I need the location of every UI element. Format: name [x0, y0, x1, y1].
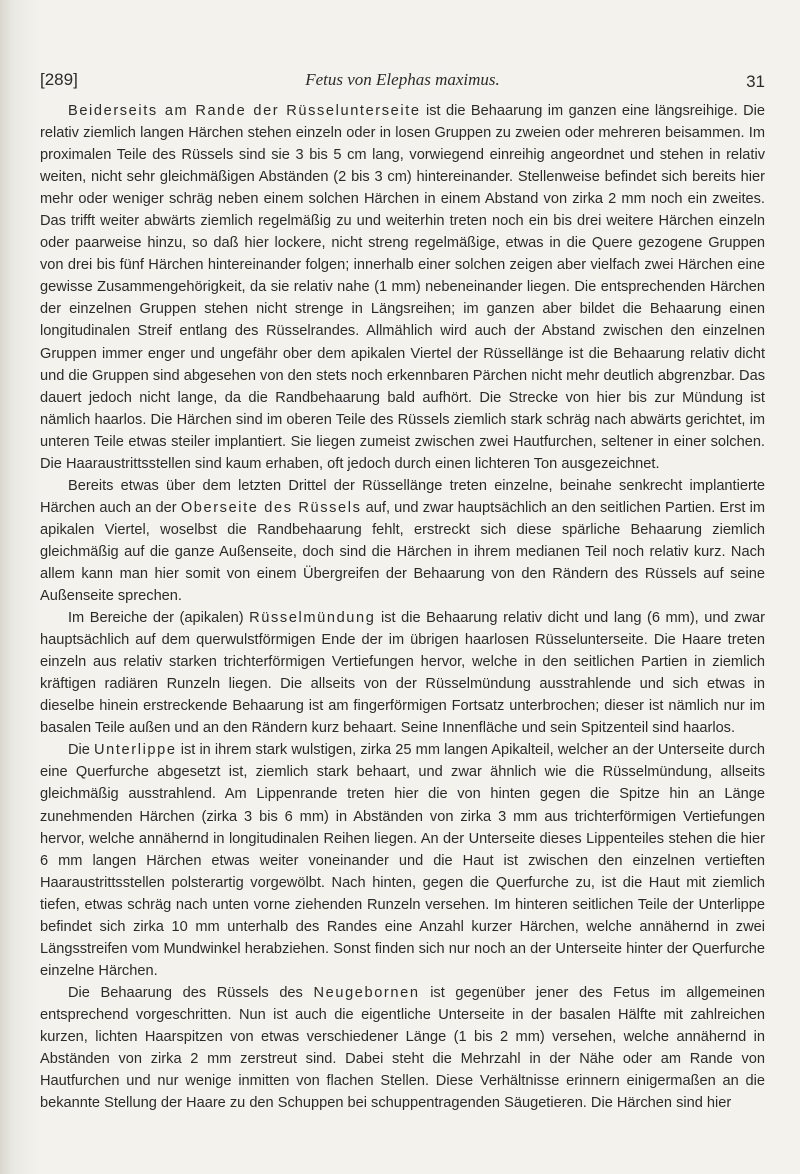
paragraph-oberseite: [40, 475, 765, 607]
paragraph-spaced-term: Oberseite des Rüssels: [180, 499, 362, 516]
paragraph-unterlippe: [40, 739, 765, 982]
paragraph-text-before: Die Behaarung des Rüssels des: [68, 984, 314, 1001]
original-page-reference: [289]: [40, 70, 78, 89]
paragraph-text-after: ist gegenüber jener des Fetus im allgemeinen entsprechend vorgeschritten. Nun ist auch die eigentliche Unterseite in der basalen Hälfte mit zahlreichen kurzen, lichten Haarspitzen von etwas verschiedener Länge (1 bis 2 mm) versehen, welche annähernd in Abständen von zirka 2 mm zerstreut sind. Dabei steht die Mehrzahl in der Nähe oder am Rande von Hautfurchen und nur wenige inmitten von flachen Stellen. Diese Verhältnisse erinnern einigermaßen an die bekannte Stellung der Haare zu den Schuppen bei schuppentragenden Säugetieren. Die Härchen sind hier: [40, 984, 766, 1112]
paragraph-spaced-term: Rüsselmündung: [249, 610, 376, 627]
paragraph-text-before: Bereits etwas über dem letzten Drittel der Rüssellänge treten einzelne, beinahe senkrecht implantierte Härchen auch an der: [40, 477, 765, 516]
paragraph-neugeborne: [40, 982, 765, 1114]
running-title: Fetus von Elephas maximus.: [305, 70, 500, 89]
paragraph-text: ist die Behaarung im ganzen eine längsreihige. Die relativ ziemlich langen Härchen stehen einzeln oder in losen Gruppen zu zweien oder mehreren beisammen. Im proximalen Teile des Rüssels sind sie 3 bis 5 cm lang, vorwiegend einreihig angeordnet und stehen in relativ weiten, nicht sehr gleichmäßigen Abständen (2 bis 3 cm) hintereinander. Stellenweise befindet sich bereits hier mehr oder weniger schräg neben einem solchen Härchen in einem Abstand von zirka 2 mm noch ein zweites. Das trifft weiter abwärts ziemlich regelmäßig zu und weiterhin treten noch ein bis drei weitere Härchen einzeln oder paarweise hinzu, so daß hier lockere, nicht streng regelmäßige, etwas in die Quere gezogene Gruppen von drei bis fünf Härchen hintereinander folgen; innerhalb einer solchen zeigen aber vielfach zwei Härchen eine gewisse Zusammengehörigkeit, da sie relativ nahe (1 mm) nebeneinander liegen. Die entsprechenden Härchen der einzelnen Gruppen stehen nicht strenge in Längsreihen; im ganzen aber bildet die Behaarung einen longitudinalen Streif entlang des Rüsselrandes. Allmählich wird auch der Abstand zwischen den einzelnen Gruppen immer enger und ungefähr ober dem apikalen Viertel der Rüssellänge ist die Behaarung relativ dicht und die Gruppen sind abgesehen von den stets noch erkennbaren Pärchen nicht mehr deutlich abgrenzbar. Das dauert jedoch nicht lange, da die Randbehaarung bald aufhört. Die Strecke von hier bis zur Mündung ist nämlich haarlos. Die Härchen sind im oberen Teile des Rüssels ziemlich stark schräg nach abwärts gerichtet, im unteren Teile etwas steiler implantiert. Sie liegen zumeist zwischen zwei Hautfurchen, seltener in einer solchen. Die Haaraustrittsstellen sind kaum erhaben, oft jedoch durch einen lichteren Ton ausgezeichnet.: [40, 103, 766, 472]
paragraph-rüsselmündung: [40, 607, 765, 739]
paragraph-text-before: Die: [68, 742, 95, 759]
paragraph-rüsselunterseite: [40, 100, 765, 475]
page-number: 31: [746, 72, 765, 91]
page-header: [40, 70, 765, 94]
body-text: [40, 100, 765, 1114]
paragraph-spaced-term: Neugebornen: [313, 984, 420, 1001]
paragraph-text-after: ist die Behaarung relativ dicht und lang (6 mm), und zwar hauptsächlich auf dem querwulstförmigen Ende der im übrigen haarlosen Rüsselunterseite. Die Haare treten einzeln aus relativ starken trichterförmigen Vertiefungen hervor, welche in den seitlichen Partien in ziemlich kräftigen radiären Runzeln liegen. Die allseits von der Rüsselmündung ausstrahlende und sich etwas in dieselbe hinein erstreckende Behaarung ist am fingerförmigen Fortsatz unterbrochen; dieser ist nämlich nur im basalen Teile außen und an den Rändern kurz behaart. Seine Innenfläche und sein Spitzenteil sind haarlos.: [40, 610, 765, 737]
paragraph-text-after: ist in ihrem stark wulstigen, zirka 25 mm langen Apikalteil, welcher an der Unterseite durch eine Querfurche abgesetzt ist, ziemlich stark behaart, und zwar ähnlich wie die Rüsselmündung, allseits gleichmäßig ausstrahlend. Am Lippenrande treten hier die von hinten gegen die Spitze hin an Länge zunehmenden Härchen (zirka 3 bis 6 mm) in Abständen von zirka 3 mm aus trichterförmigen Vertiefungen hervor, welche annähernd in longitudinalen Reihen liegen. An der Unterseite dieses Lippenteiles stehen die hier 6 mm langen Härchen etwas weiter voneinander und die Haut ist zwischen den einzelnen vertieften Haaraustrittsstellen polsterartig vorgewölbt. Nach hinten, gegen die Querfurche zu, ist die Haut mit ziemlich tiefen, etwas schräg nach unten vorne ziehenden Runzeln versehen. Im hinteren seitlichen Teile der Unterlippe befindet sich zirka 10 mm unterhalb des Randes eine Anzahl kurzer Härchen, welche annähernd in zwei Längsstreifen vom Mundwinkel herabziehen. Sonst finden sich nur noch an der Unterseite hinter der Querfurche einzelne Härchen.: [40, 742, 766, 979]
paragraph-text-after: auf, und zwar hauptsächlich an den seitlichen Partien. Erst im apikalen Viertel, woselbst die Randbehaarung fehlt, erstreckt sich diese spärliche Behaarung ziemlich gleichmäßig auf die ganze Außenseite, doch sind die Härchen in ihrem medianen Teil noch relativ kurz. Nach allem kann man hier somit von einem Übergreifen der Behaarung von den Rändern des Rüssels auf seine Außenseite sprechen.: [40, 499, 766, 605]
paragraph-spaced-term: Unterlippe: [94, 742, 177, 759]
paragraph-text-before: Im Bereiche der (apikalen): [68, 610, 250, 627]
paragraph-lead: Beiderseits am Rande der Rüsselunterseite: [68, 103, 421, 119]
